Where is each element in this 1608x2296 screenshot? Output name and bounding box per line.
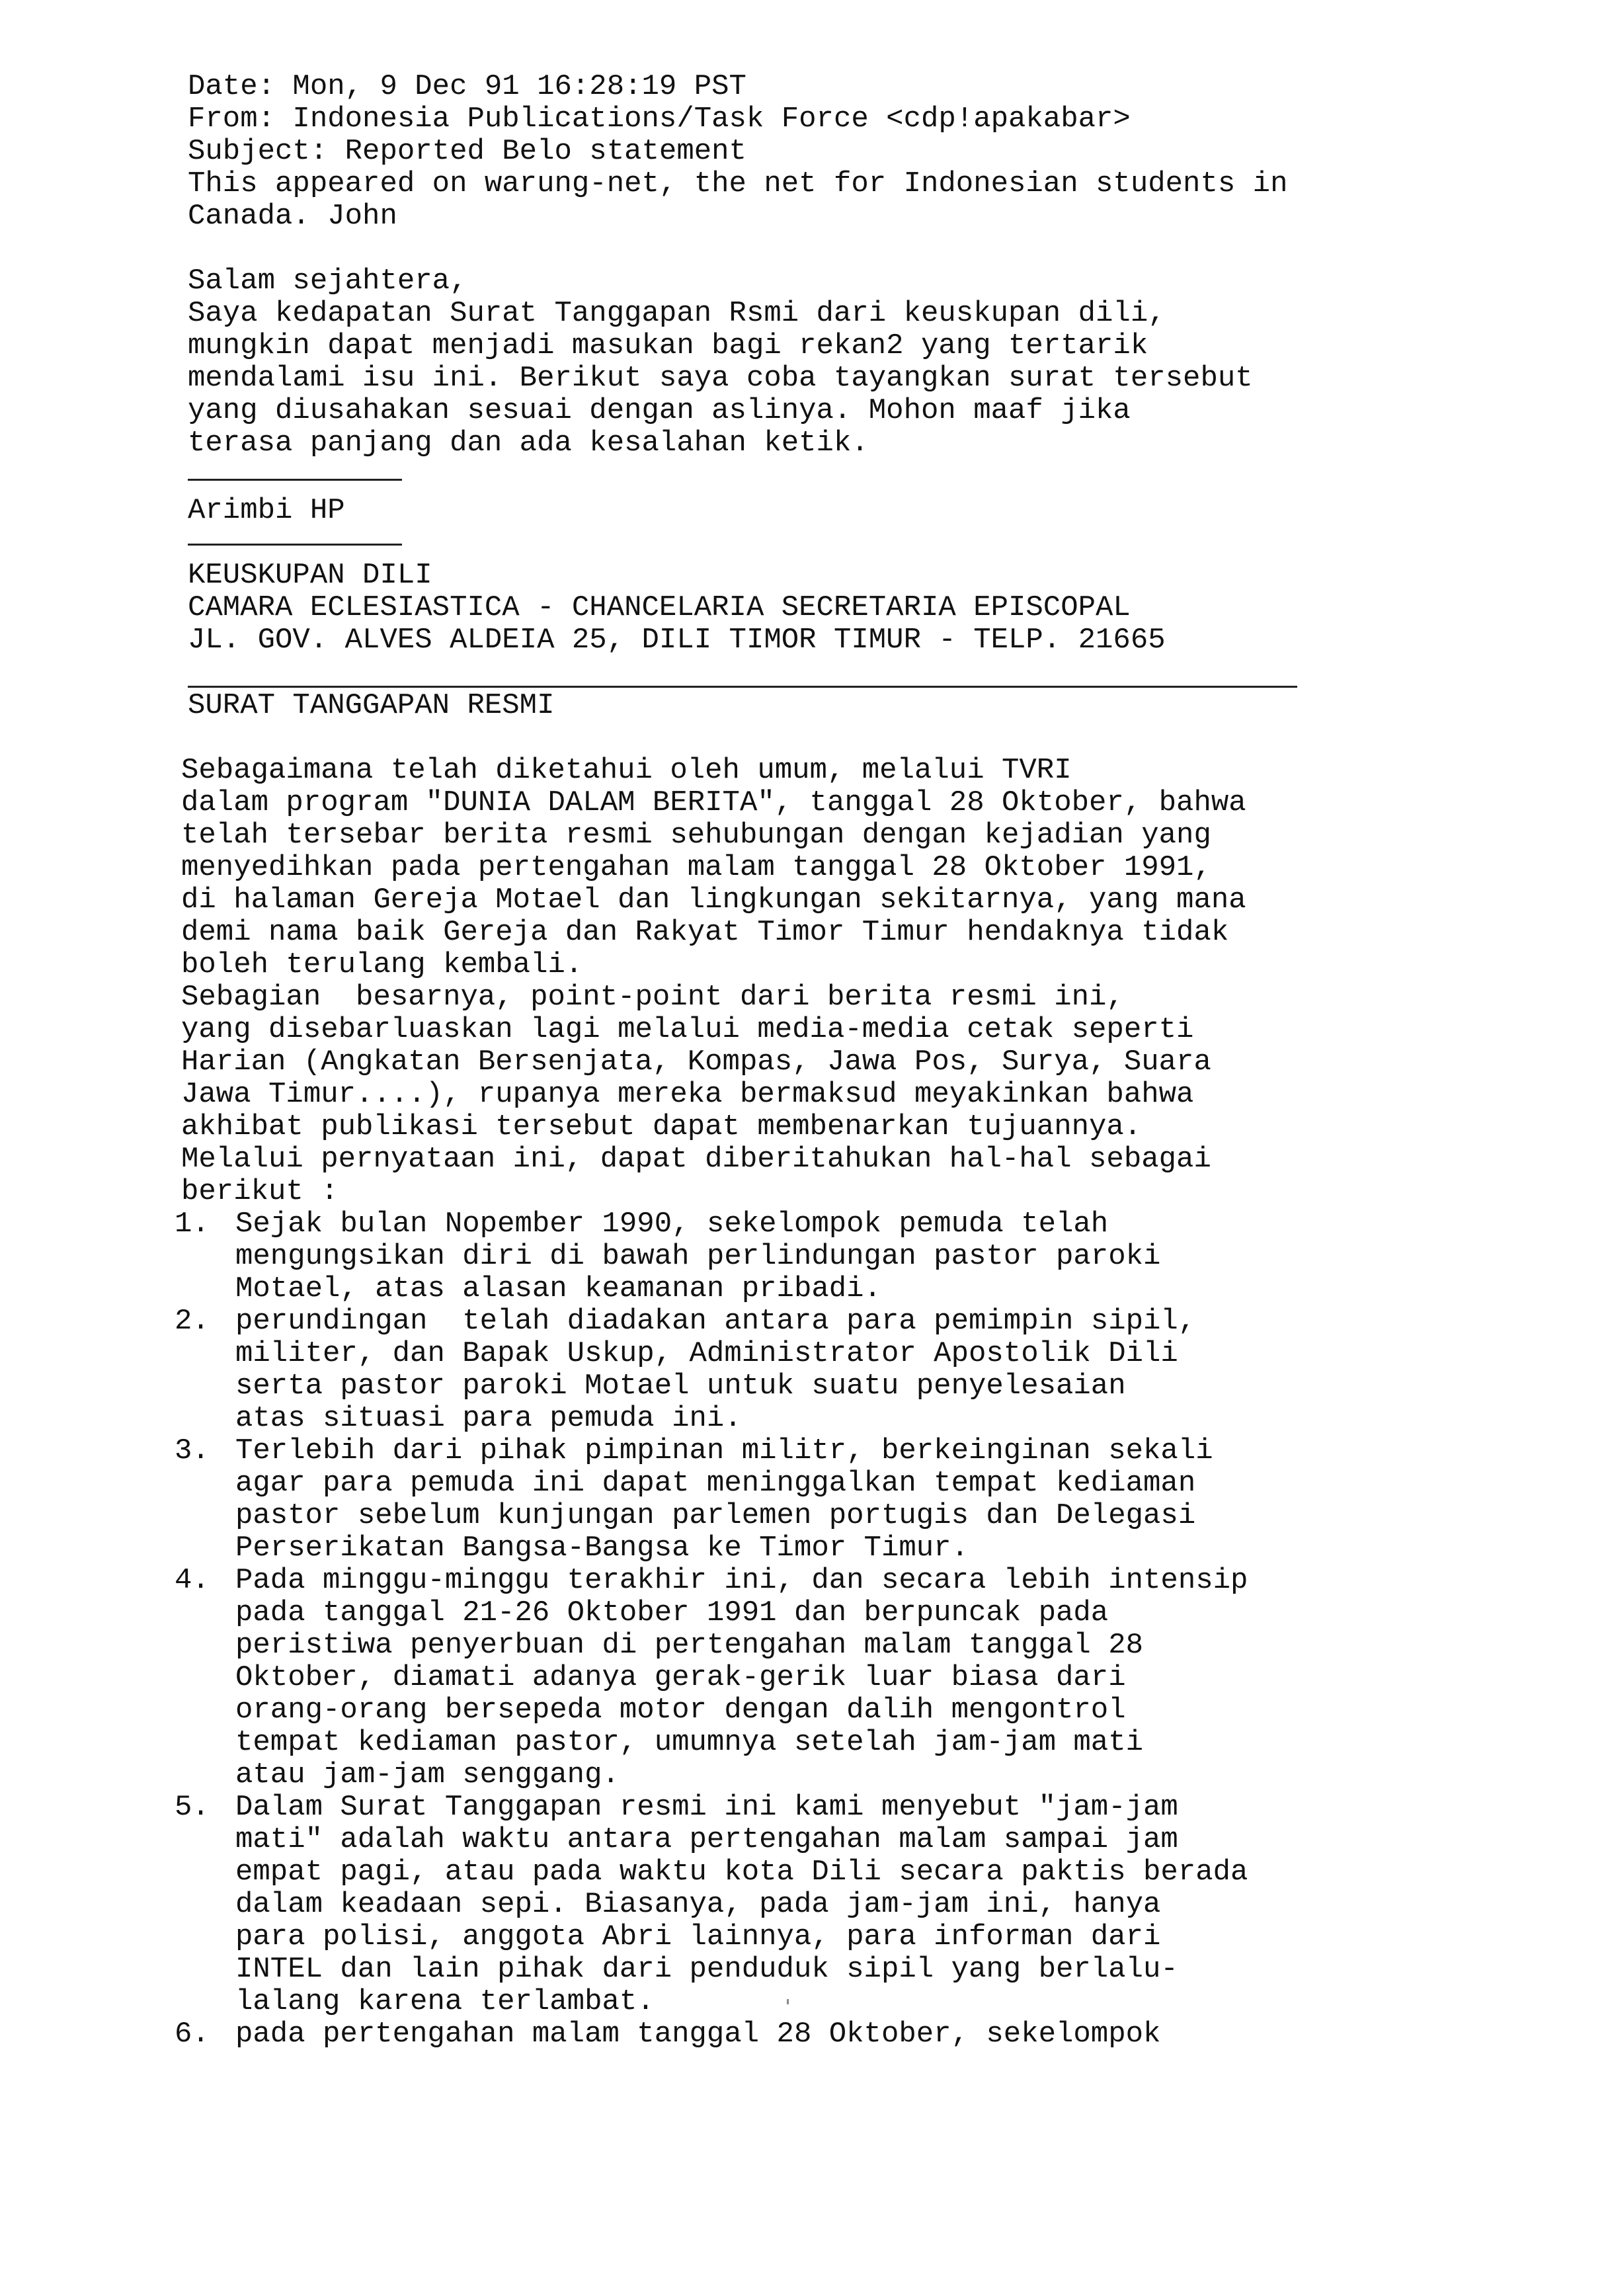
letter-paragraph-line: telah tersebar berita resmi sehubungan dengan kejadian yang bbox=[181, 819, 1211, 852]
greeting-line: mendalami isu ini. Berikut saya coba tayangkan surat tersebut bbox=[188, 362, 1253, 395]
list-item-number: 6. bbox=[175, 2018, 210, 2051]
list-item-line: perundingan telah diadakan antara para pemimpin sipil, bbox=[235, 1305, 1196, 1338]
letterhead-office: CAMARA ECLESIASTICA - CHANCELARIA SECRETARIA EPISCOPAL bbox=[188, 591, 1131, 624]
list-item-line: atau jam-jam senggang. bbox=[235, 1758, 620, 1791]
list-item-number: 1. bbox=[175, 1208, 210, 1241]
list-item-line: Perserikatan Bangsa-Bangsa ke Timor Timur. bbox=[235, 1532, 969, 1565]
divider-rule bbox=[188, 479, 402, 481]
letter-paragraph-line: Sebagian besarnya, point-point dari berita resmi ini, bbox=[181, 981, 1124, 1014]
letter-paragraph-line: Melalui pernyataan ini, dapat diberitahukan hal-hal sebagai bbox=[181, 1143, 1211, 1176]
letter-paragraph-line: yang disebarluaskan lagi melalui media-media cetak seperti bbox=[181, 1013, 1194, 1046]
salutation: Salam sejahtera, bbox=[188, 265, 467, 298]
list-item-line: mengungsikan diri di bawah perlindungan pastor paroki bbox=[235, 1240, 1161, 1273]
list-item-line: tempat kediaman pastor, umumnya setelah jam-jam mati bbox=[235, 1726, 1144, 1759]
greeting-line: mungkin dapat menjadi masukan bagi rekan2 yang tertarik bbox=[188, 329, 1148, 362]
letter-paragraph-line: Jawa Timur....), rupanya mereka bermaksud meyakinkan bahwa bbox=[181, 1078, 1194, 1111]
list-item-line: militer, dan Bapak Uskup, Administrator Apostolik Dili bbox=[235, 1337, 1178, 1370]
list-item-line: serta pastor paroki Motael untuk suatu penyelesaian bbox=[235, 1370, 1126, 1403]
email-intro-line: Canada. John bbox=[188, 200, 397, 233]
email-intro-line: This appeared on warung-net, the net for Indonesian students in bbox=[188, 167, 1288, 200]
list-item-number: 3. bbox=[175, 1434, 210, 1467]
greeting-line: yang diusahakan sesuai dengan aslinya. Mohon maaf jika bbox=[188, 394, 1131, 427]
letter-paragraph-line: akhibat publikasi tersebut dapat membenarkan tujuannya. bbox=[181, 1110, 1142, 1143]
letter-paragraph-line: boleh terulang kembali. bbox=[181, 948, 583, 981]
letter-paragraph-line: dalam program "DUNIA DALAM BERITA", tanggal 28 Oktober, bahwa bbox=[181, 786, 1246, 819]
letter-paragraph-line: Harian (Angkatan Bersenjata, Kompas, Jawa Pos, Surya, Suara bbox=[181, 1046, 1211, 1079]
letterhead-address: JL. GOV. ALVES ALDEIA 25, DILI TIMOR TIMUR - TELP. 21665 bbox=[188, 624, 1166, 657]
letter-heading: SURAT TANGGAPAN RESMI bbox=[188, 689, 555, 722]
list-item-line: Terlebih dari pihak pimpinan militr, berkeinginan sekali bbox=[235, 1434, 1213, 1467]
letter-paragraph-line: berikut : bbox=[181, 1175, 339, 1208]
list-item-line: Sejak bulan Nopember 1990, sekelompok pemuda telah bbox=[235, 1208, 1109, 1241]
list-item-line: pada tanggal 21-26 Oktober 1991 dan berpuncak pada bbox=[235, 1596, 1109, 1629]
list-item-line: lalang karena terlambat. bbox=[235, 1985, 655, 2018]
list-item-line: Pada minggu-minggu terakhir ini, dan secara lebih intensip bbox=[235, 1564, 1248, 1597]
list-item-line: pada pertengahan malam tanggal 28 Oktober, sekelompok bbox=[235, 2018, 1161, 2051]
list-item-line: dalam keadaan sepi. Biasanya, pada jam-jam ini, hanya bbox=[235, 1888, 1161, 1921]
email-date: Date: Mon, 9 Dec 91 16:28:19 PST bbox=[188, 70, 746, 103]
list-item-line: Motael, atas alasan keamanan pribadi. bbox=[235, 1272, 881, 1305]
list-item-line: atas situasi para pemuda ini. bbox=[235, 1402, 742, 1435]
signature: Arimbi HP bbox=[188, 494, 345, 527]
list-item-number: 4. bbox=[175, 1564, 210, 1597]
letter-paragraph-line: menyedihkan pada pertengahan malam tanggal 28 Oktober 1991, bbox=[181, 851, 1211, 884]
email-from: From: Indonesia Publications/Task Force <cdp!apakabar> bbox=[188, 102, 1131, 136]
list-item-line: INTEL dan lain pihak dari penduduk sipil yang berlalu- bbox=[235, 1953, 1178, 1986]
list-item-line: orang-orang bersepeda motor dengan dalih mengontrol bbox=[235, 1694, 1126, 1727]
email-subject: Subject: Reported Belo statement bbox=[188, 135, 746, 168]
divider-rule bbox=[188, 544, 402, 546]
list-item-line: agar para pemuda ini dapat meninggalkan tempat kediaman bbox=[235, 1467, 1196, 1500]
list-item-line: para polisi, anggota Abri lainnya, para informan dari bbox=[235, 1920, 1161, 1953]
greeting-line: terasa panjang dan ada kesalahan ketik. bbox=[188, 427, 869, 460]
letter-paragraph-line: di halaman Gereja Motael dan lingkungan sekitarnya, yang mana bbox=[181, 883, 1246, 917]
list-item-line: Dalam Surat Tanggapan resmi ini kami menyebut "jam-jam bbox=[235, 1791, 1178, 1824]
list-item-line: Oktober, diamati adanya gerak-gerik luar biasa dari bbox=[235, 1661, 1126, 1694]
scan-speck bbox=[787, 1999, 789, 2004]
letterhead-rule bbox=[188, 686, 1297, 688]
letterhead-name: KEUSKUPAN DILI bbox=[188, 559, 432, 592]
greeting-line: Saya kedapatan Surat Tanggapan Rsmi dari keuskupan dili, bbox=[188, 297, 1166, 330]
list-item-number: 5. bbox=[175, 1791, 210, 1824]
list-item-line: peristiwa penyerbuan di pertengahan malam tanggal 28 bbox=[235, 1629, 1144, 1662]
letter-paragraph-line: Sebagaimana telah diketahui oleh umum, melalui TVRI bbox=[181, 754, 1072, 787]
list-item-number: 2. bbox=[175, 1305, 210, 1338]
list-item-line: mati" adalah waktu antara pertengahan malam sampai jam bbox=[235, 1823, 1178, 1856]
letter-paragraph-line: demi nama baik Gereja dan Rakyat Timor Timur hendaknya tidak bbox=[181, 916, 1229, 949]
list-item-line: pastor sebelum kunjungan parlemen portugis dan Delegasi bbox=[235, 1499, 1196, 1532]
list-item-line: empat pagi, atau pada waktu kota Dili secara paktis berada bbox=[235, 1856, 1248, 1889]
